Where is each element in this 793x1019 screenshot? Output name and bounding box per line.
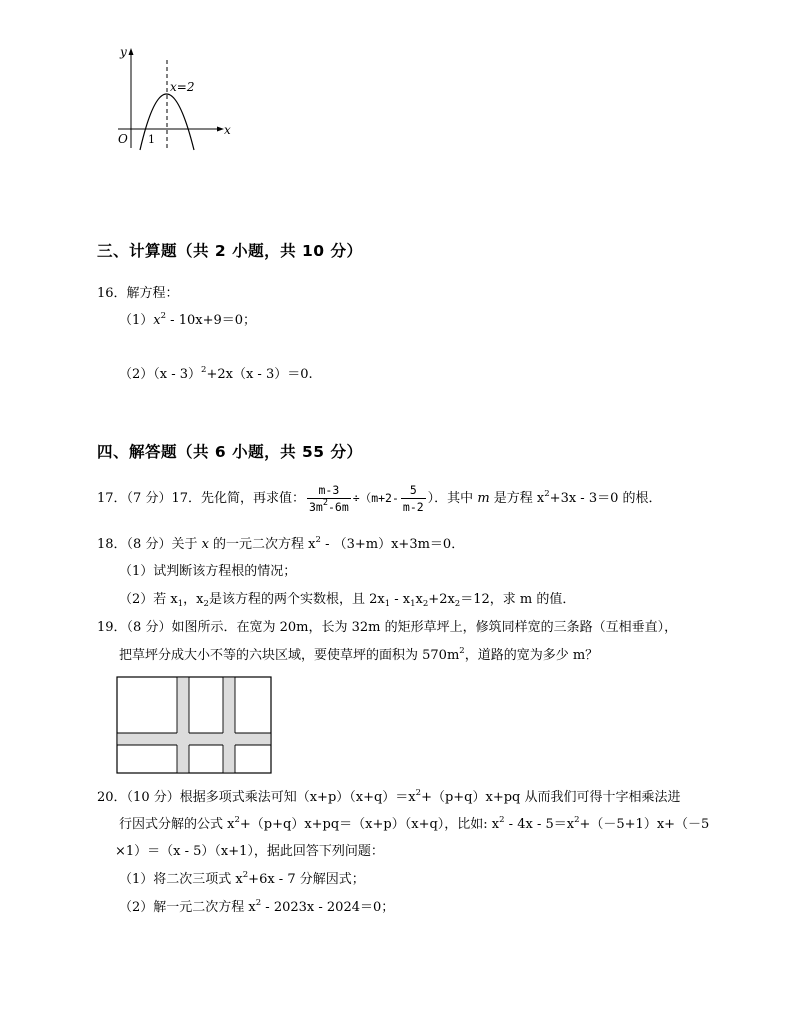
- question-20-part-2: （2）解一元二次方程 $x^2 - 2023x - 2024=0$；: [119, 898, 395, 915]
- question-18-stem: 18．（8 分）关于 x 的一元二次方程 $x^2 - (3+m)x+3m=0$．: [97, 535, 465, 552]
- question-17: 17．（7 分）17．先化简，再求值： $\frac{m-3}{3m^2-6m}$ ÷（m+2- $\frac{5}{m-2}$ ）．其中 m 是方程 $x^2+3x - 3=0$ 的根．: [97, 483, 662, 514]
- lawn-road-diagram: [116, 676, 273, 775]
- question-16-part-1: $(1)x^2 - 10x+9=0$；: [119, 311, 257, 328]
- question-16-stem: 16．解方程：: [97, 286, 179, 301]
- question-18-part-1: （1）试判断该方程根的情况；: [119, 564, 297, 579]
- origin-label: O: [118, 132, 128, 146]
- question-20-part-1: （1）将二次三项式 $x^2+6x - 7$ 分解因式；: [119, 870, 365, 887]
- question-18-part-2: （2）若 $x_1$，$x_2$是该方程的两个实数根，且 $2x_1 - x_1x_2+2x_2=12$，求 m 的值．: [119, 592, 576, 609]
- question-16-part-2: （2）（x - 3）$^2$+2x（x - 3）＝0.: [119, 365, 313, 382]
- question-20-line-3: ×1）＝（x - 5）（x+1），据此回答下列问题：: [115, 844, 384, 859]
- question-19-line-1: 19．（8 分）如图所示．在宽为 20m，长为 32m 的矩形草坪上，修筑同样宽的三条路（互相垂直），: [97, 620, 678, 635]
- question-20-line-2: 行因式分解的公式 $x^2+(p+q)x+pq=(x+p)(x+q)$，比如: $x^2 - 4x - 5=x^2+(-5+1)x+(-5$: [119, 815, 710, 832]
- fraction-2: $\frac{5}{m-2}$: [402, 483, 424, 514]
- x-axis-label: x: [224, 123, 231, 137]
- section-3-title: 三、计算题（共 2 小题，共 10 分）: [97, 242, 363, 260]
- parabola-graph: [108, 40, 238, 155]
- fraction-1: $\frac{m-3}{3m^2-6m}$: [309, 483, 349, 514]
- symmetry-axis-label: x=2: [170, 80, 195, 94]
- section-4-title: 四、解答题（共 6 小题，共 55 分）: [97, 443, 363, 461]
- y-axis-label: y: [120, 45, 127, 59]
- question-20-line-1: 20．（10 分）根据多项式乘法可知$(x+p)(x+q)=x^2+(p+q)x+pq$ 从而我们可得十字相乘法进: [97, 788, 681, 805]
- question-19-line-2: 把草坪分成大小不等的六块区域，要使草坪的面积为 $570m^2$，道路的宽为多少 m？: [119, 646, 599, 663]
- tick-label-1: 1: [148, 133, 155, 146]
